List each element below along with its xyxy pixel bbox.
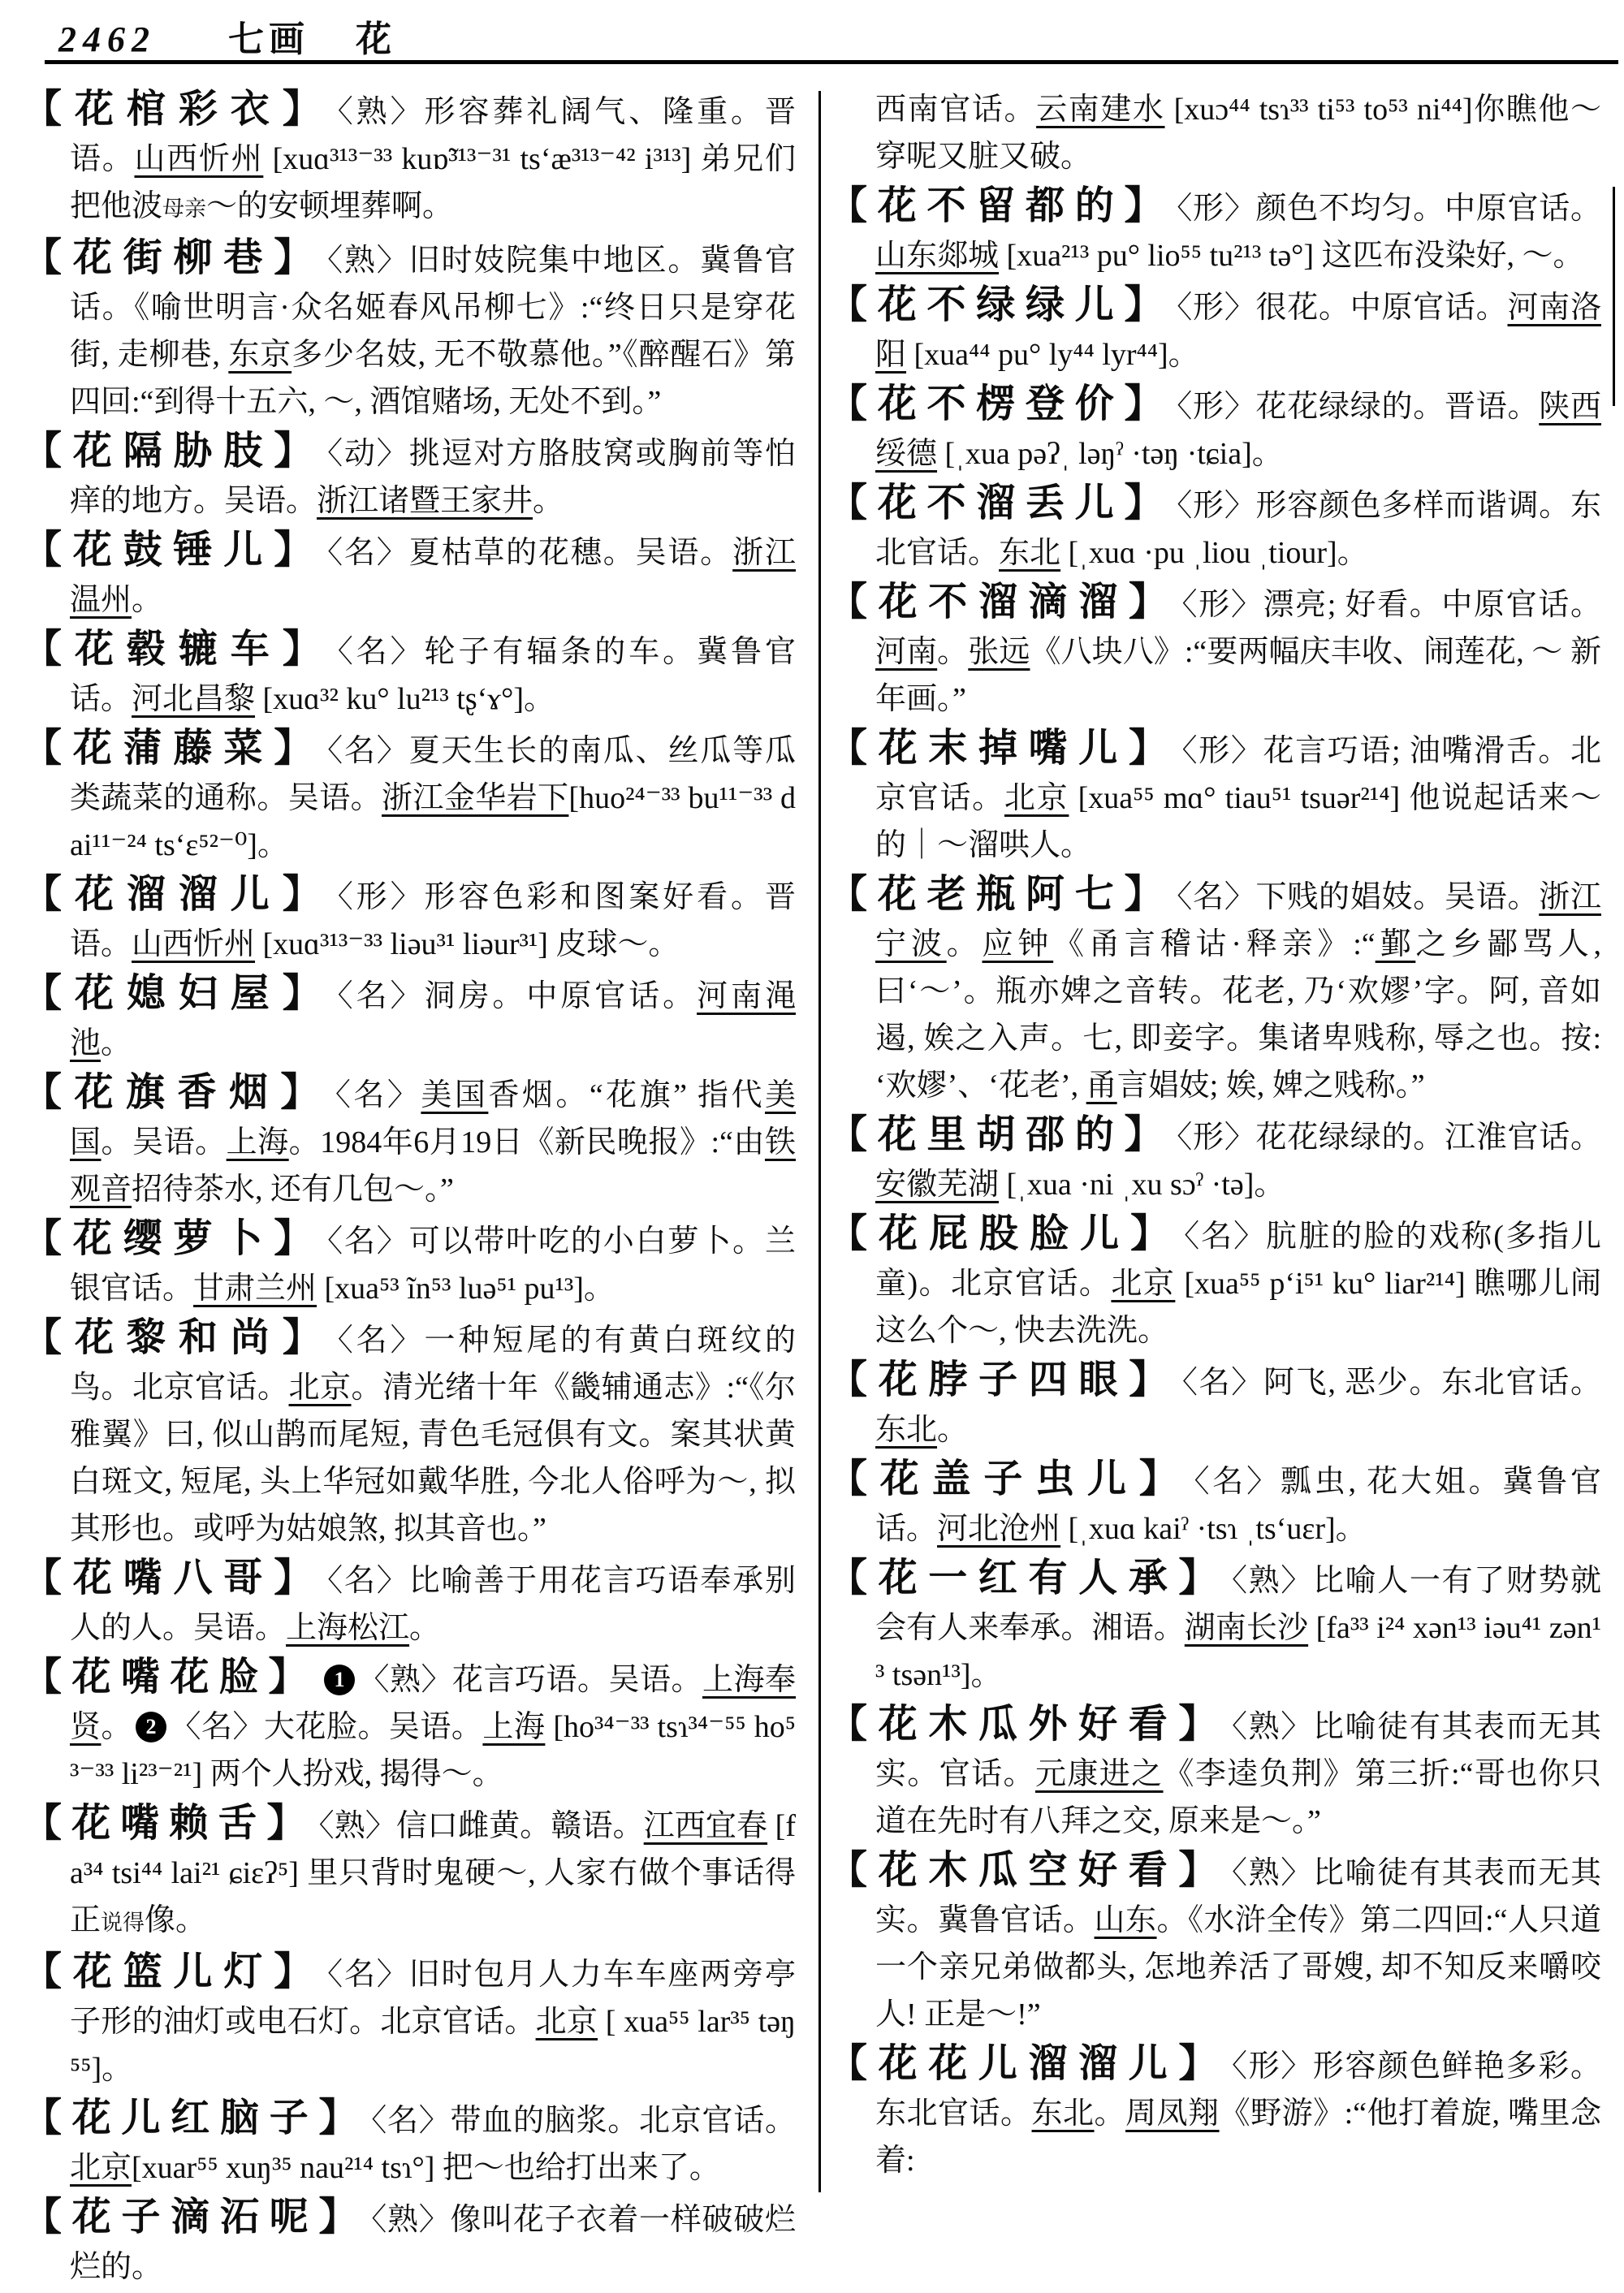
proper-noun: 东北 [875,1413,938,1447]
dictionary-entry [828,183,1601,279]
entry-text: [xua⁵⁵ mɑ° tiau⁵¹ tsuər²¹⁴] 他说起话来～的｜～溜哄人。 [875,781,1601,862]
proper-noun: 北京 [70,2151,132,2185]
entry-headword: 【花街柳巷】 [23,236,325,279]
entry-text: 。1984年6月19日《新民晚报》:“由 [288,1125,765,1159]
entry-text: 。 [1094,2097,1126,2131]
proper-noun: 东京 [228,338,292,372]
entry-headword: 【花脖子四眼】 [828,1358,1179,1401]
dictionary-entry [828,1211,1601,1354]
entry-text: 〈熟〉比喻徒有其表而无其实。官话。 [875,1710,1601,1791]
dictionary-entry [828,381,1601,477]
proper-noun: 上海 [226,1125,289,1159]
entry-headword: 【花不绿绿儿】 [828,283,1174,326]
entry-headword: 【花溜溜儿】 [23,873,335,916]
proper-noun: 河北沧州 [937,1512,1061,1546]
dictionary-entry [23,527,796,624]
dictionary-entry [23,428,796,525]
entry-text: 〈名〉可以带叶吃的小白萝卜。兰银官话。 [70,1224,796,1306]
dictionary-entry [828,1112,1601,1208]
proper-noun: 山东郯城 [875,239,1000,273]
entry-text: [xuɑ³² ku° lu²¹³ tʂ‘ɤ°]。 [255,682,555,716]
entry-text: 。 [533,484,564,518]
entry-headword: 【花不楞登价】 [828,382,1174,425]
entry-text: 。 [937,1413,969,1447]
entry-text: [xuɑ³¹³⁻³³ kuɒ̃³¹³⁻³¹ ts‘æ³¹³⁻⁴² i³¹³] 弟兄们把他波 [70,142,796,223]
entry-text: [xuɑ³¹³⁻³³ liəu³¹ liəur³¹] 皮球～。 [255,927,680,961]
entry-headword: 【花不溜丢儿】 [828,481,1174,525]
entry-text: [xua²¹³ pu° lio⁵⁵ tu²¹³ tə°] 这匹布没染好, ～。 [999,239,1584,273]
entry-text: 〈形〉形容颜色多样而谐调。东北官话。 [875,489,1601,570]
dictionary-entry [23,1949,796,2092]
entry-headword: 【花屁股脸儿】 [828,1212,1181,1255]
entry-text: 〈形〉形容颜色鲜艳多彩。东北官话。 [875,2049,1601,2131]
entry-text: [fa³⁴ tsi⁴⁴ lai²¹ ɕiɛʔ⁵] 里只背时鬼硬～, 人家冇做个事话得正 [70,1809,796,1937]
dictionary-entry [23,2095,796,2192]
dictionary-entry [23,1315,796,1552]
entry-text: [ˌxuɑ kaiˀ ·tsɿ ˌts‘uɛr]。 [1060,1512,1367,1546]
entry-text: 。 [101,1026,132,1060]
proper-noun: 东北 [999,536,1061,570]
head-character-label: 花 [356,19,393,59]
gloss-small-text: 母亲 [162,196,207,221]
entry-text: 〈名〉比喻善于用花言巧语奉承别人的人。吴语。 [70,1564,796,1645]
proper-noun: 北京 [1004,781,1069,815]
proper-noun: 陕西绥德 [875,390,1601,471]
entry-headword: 【花里胡邵的】 [828,1113,1174,1156]
proper-noun: 浙江金华岩下 [382,781,569,815]
proper-noun: 北京 [535,2005,598,2039]
entry-headword: 【花棺彩衣】 [23,88,335,131]
entry-headword: 【花鼓锤儿】 [23,529,325,572]
dictionary-entry [23,970,796,1067]
entry-headword: 【花儿红脑子】 [23,2097,369,2140]
proper-noun: 上海松江 [286,1611,410,1645]
dictionary-entry [828,1555,1601,1699]
proper-noun: 甘肃兰州 [193,1272,317,1306]
proper-noun: 浙江温州 [70,536,796,617]
entry-text: [huo²⁴⁻³³ bu¹¹⁻³³ dai¹¹⁻²⁴ ts‘ɛ⁵²⁻⁰]。 [70,781,796,862]
entry-text: 。《水浒全传》第二四回:“人只道一个亲兄弟做都头, 怎地养活了哥嫂, 却不知反来嚼咬人! 正是～!” [875,1903,1601,2032]
dictionary-entry [23,86,796,232]
entry-headword: 【花黎和尚】 [23,1316,335,1359]
dictionary-entry [23,725,796,869]
proper-noun: 河南洛阳 [875,291,1601,372]
entry-headword: 【花旗香烟】 [23,1071,332,1114]
proper-noun: 江西宜春 [643,1809,768,1843]
entry-text: 。 [937,635,969,669]
entry-headword: 【花盖子虫儿】 [828,1457,1191,1501]
entry-text: 〈形〉花花绿绿的。江淮官话。 [1177,1121,1601,1155]
entry-text: [ho³⁴⁻³³ tsɿ³⁴⁻⁵⁵ ho⁵³⁻³³ li²³⁻²¹] 两个人扮戏, 揭得～。 [70,1710,796,1791]
page-number: 2462 [58,19,156,59]
entry-text: 〈名〉夏枯草的花穗。吴语。 [327,536,733,570]
entry-text: 。 [409,1611,441,1645]
dictionary-entry [23,1216,796,1312]
proper-noun: 云南建水 [1036,93,1165,127]
entry-text: [xua⁵³ ĩn⁵³ luə⁵¹ pu¹³]。 [317,1272,615,1306]
entry-headword: 【花媳妇屋】 [23,972,335,1015]
stroke-count-label: 七画 [228,19,309,59]
entry-text: 像。 [145,1903,207,1937]
dictionary-entry [23,1555,796,1652]
proper-noun: 河南渑池 [70,979,796,1060]
gloss-small-text: 说得 [101,1911,145,1935]
circled-sense-number: 1 [324,1665,355,1695]
entry-headword: 【花篮儿灯】 [23,1950,325,1993]
entry-text: [xuɔ⁴⁴ tsɿ³³ ti⁵³ to⁵³ ni⁴⁴]你瞧他～穿呢又脏又破。 [875,93,1601,174]
proper-noun: 北京 [1111,1267,1176,1301]
entry-text: [xua⁴⁴ pu° ly⁴⁴ lyr⁴⁴]。 [906,338,1199,372]
entry-text: ～的安顿埋葬啊。 [206,189,454,223]
dictionary-entry [23,1654,796,1798]
dictionary-entry [23,1800,796,1946]
entry-headword: 【花嘴赖舌】 [23,1802,316,1845]
entry-headword: 【花不留都的】 [828,184,1174,227]
entry-text: [ˌxuɑ ·pu ˌliou ˌtiour]。 [1060,536,1368,570]
proper-noun: 鄞 [1375,927,1416,961]
entry-text: 〈熟〉比喻人一有了财势就会有人来奉承。湘语。 [875,1564,1601,1645]
header-rule [45,60,1618,64]
proper-noun: 上海奉贤 [70,1663,796,1744]
entry-text: 《野游》:“他打着旋, 嘴里念着: [875,2097,1601,2178]
page-header [58,10,393,62]
entry-headword: 【花蒲藤菜】 [23,727,325,770]
entry-headword: 【花隔胁肢】 [23,430,325,473]
entry-text: 。 [101,1710,132,1744]
proper-noun: 美国 [421,1078,489,1112]
proper-noun: 山西忻州 [134,142,264,176]
dictionary-entry [23,626,796,723]
dictionary-entry [23,2194,796,2291]
entry-headword: 【花嘴八哥】 [23,1557,325,1600]
entry-text: 《李逵负荆》第三折:“哥也你只道在先时有八拜之交, 原来是～。” [875,1757,1601,1838]
proper-noun: 元康进之 [1034,1757,1164,1791]
circled-sense-number: 2 [136,1712,166,1742]
entry-headword: 【花末掉嘴儿】 [828,727,1179,770]
entry-text: [fa³³ i²⁴ xən¹³ iəu⁴¹ zən¹³ tsən¹³]。 [875,1611,1601,1692]
proper-noun: 铁观音 [70,1125,796,1207]
entry-text: 之乡鄙骂人, 曰‘～’。瓶亦婢之音转。花老, 乃‘欢嫪’字。阿, 音如遏, 娭之入声。七, 即妾字。集诸卑贱称, 辱之也。按: ‘欢嫪’、‘花老’, [875,927,1601,1103]
entry-text: 〈熟〉形容葬礼阔气、隆重。晋语。 [70,95,796,176]
entry-text: 〈名〉 [335,1078,421,1112]
entry-text: 《甬言稽诂·释亲》:“ [1053,927,1376,961]
entry-text: [xua⁵⁵ p‘i⁵¹ ku° liar²¹⁴] 瞧哪儿闹这么个～, 快去洗洗。 [875,1267,1601,1348]
entry-text: 〈形〉花花绿绿的。晋语。 [1177,390,1540,424]
entry-headword: 【花老瓶阿七】 [828,873,1174,916]
entry-headword: 【花缨萝卜】 [23,1217,325,1260]
entry-text: 〈名〉轮子有辐条的车。冀鲁官话。 [70,635,796,716]
dictionary-entry [828,579,1601,723]
entry-text: 《八块八》:“要两幅庆丰收、闹莲花, ～ 新年画。” [875,635,1601,716]
proper-noun: 浙江诸暨王家井 [317,484,533,518]
entry-headword: 【花毂辘车】 [23,628,335,671]
dictionary-entry [828,1847,1601,2038]
entry-headword: 【花木瓜外好看】 [828,1703,1229,1746]
proper-noun: 山西忻州 [132,927,256,961]
entry-text: 〈名〉带血的脑浆。北京官话。 [371,2104,796,2138]
entry-headword: 【花木瓜空好看】 [828,1849,1229,1892]
entry-text: 多少名妓, 无不敬慕他。”《醉醒石》第四回:“到得十五六, ～, 酒馆赌场, 无处不到。” [70,338,796,419]
dictionary-entry [828,480,1601,576]
entry-text: [ˌxua pəʔˌ ləŋˀ ·təŋ ·tɕia]。 [937,437,1283,471]
entry-text: 〈熟〉花言巧语。吴语。 [358,1663,702,1697]
entry-text: 〈名〉肮脏的脸的戏称(多指儿童)。北京官话。 [875,1220,1601,1301]
dictionary-entry [828,1456,1601,1552]
entry-text: 〈名〉阿飞, 恶少。东北官话。 [1181,1366,1601,1400]
proper-noun: 应钟 [982,927,1054,961]
two-column-text-area [23,86,1601,2293]
entry-text: 〈动〉挑逗对方胳肢窝或胸前等怕痒的地方。吴语。 [70,437,796,518]
proper-noun: 湖南长沙 [1184,1611,1309,1645]
entry-text: 〈形〉形容色彩和图案好看。晋语。 [70,880,796,961]
dictionary-entry [828,725,1601,869]
entry-text: 〈名〉洞房。中原官话。 [337,979,698,1013]
dictionary-entry [828,1357,1601,1453]
proper-noun: 山东 [1094,1903,1157,1937]
proper-noun: 甬 [1086,1069,1117,1103]
dictionary-entry [828,1701,1601,1845]
dictionary-entry [828,2040,1601,2184]
entry-headword: 【花不溜滴溜】 [828,581,1179,624]
dictionary-entry [828,282,1601,378]
entry-text: 〈名〉下贱的娼妓。吴语。 [1177,880,1540,914]
entry-text: 香烟。“花旗” 指代 [488,1078,765,1112]
entry-headword: 【花嘴花脸】 [23,1656,317,1699]
proper-noun: 东北 [1031,2097,1095,2131]
left-column [23,86,796,2293]
proper-noun: 北京 [288,1371,352,1405]
entry-text: 〈熟〉旧时妓院集中地区。冀鲁官话。《喻世明言·众名姬春风吊柳七》:“终日只是穿花街, 走柳巷, [70,244,796,372]
proper-noun: 河南 [875,635,938,669]
entry-text: 〈名〉大花脸。吴语。 [170,1710,483,1744]
proper-noun: 周凤翔 [1125,2097,1220,2131]
dictionary-entry [23,1069,796,1213]
entry-text: 〈名〉夏天生长的南瓜、丝瓜等瓜类蔬菜的通称。吴语。 [70,734,796,815]
entry-text: [ˌxua ·ni ˌxu sɔˀ ·tə]。 [999,1168,1285,1202]
entry-text: 。 [946,927,983,961]
dictionary-entry [23,871,796,968]
proper-noun: 安徽芜湖 [875,1168,1000,1202]
entry-text: 招待茶水, 还有几包～。” [132,1172,454,1207]
entry-text: 〈形〉花言巧语; 油嘴滑舌。北京官话。 [875,734,1601,815]
proper-noun: 上海 [482,1710,546,1744]
entry-headword: 【花子滴沰呢】 [23,2196,369,2239]
proper-noun: 美国 [70,1078,796,1159]
entry-headword: 【花花儿溜溜儿】 [828,2042,1229,2085]
entry-text: 西南官话。 [875,93,1037,127]
right-column [828,86,1601,2187]
entry-text: 。清光绪十年《畿辅通志》:“《尔雅翼》曰, 似山鹊而尾短, 青色毛冠俱有文。案其状黄白斑文, 短尾, 头上华冠如戴华胜, 今北人俗呼为～, 拟其形也。或呼为姑娘煞, 拟其音也。” [70,1371,796,1546]
entry-text: 〈形〉漂亮; 好看。中原官话。 [1181,588,1601,622]
entry-text: 〈熟〉信口雌黄。赣语。 [318,1809,644,1843]
entry-text: [xuar⁵⁵ xuŋ³⁵ nau²¹⁴ tsɿ°] 把～也给打出来了。 [132,2151,720,2185]
proper-noun: 张远 [968,635,1030,669]
entry-text: 〈名〉旧时包月人力车车座两旁亭子形的油灯或电石灯。北京官话。 [70,1958,796,2039]
entry-headword: 【花一红有人承】 [828,1557,1229,1600]
entry-text: 〈熟〉比喻徒有其表而无其实。冀鲁官话。 [875,1856,1601,1937]
entry-text: 〈名〉一种短尾的有黄白斑纹的鸟。北京官话。 [70,1324,796,1405]
dictionary-entry [23,235,796,425]
entry-text: 〈形〉颜色不均匀。中原官话。 [1177,192,1601,226]
entry-text: 。 [132,583,163,617]
dictionary-entry [828,871,1601,1109]
entry-text: 言娼妓; 娭, 婢之贱称。” [1116,1069,1425,1103]
scan-edge-artifact [1613,187,1615,406]
entry-text: 〈名〉瓢虫, 花大姐。冀鲁官话。 [875,1465,1601,1546]
entry-text: 〈形〉很花。中原官话。 [1177,291,1508,325]
entry-text: 〈熟〉像叫花子衣着一样破破烂烂的。 [70,2203,796,2284]
entry-continuation [828,86,1601,180]
entry-text: 。吴语。 [101,1125,227,1159]
proper-noun: 河北昌黎 [132,682,256,716]
proper-noun: 浙江宁波 [875,880,1601,961]
entry-text: [ xua⁵⁵ lar³⁵ təŋ⁵⁵]。 [70,2005,796,2086]
